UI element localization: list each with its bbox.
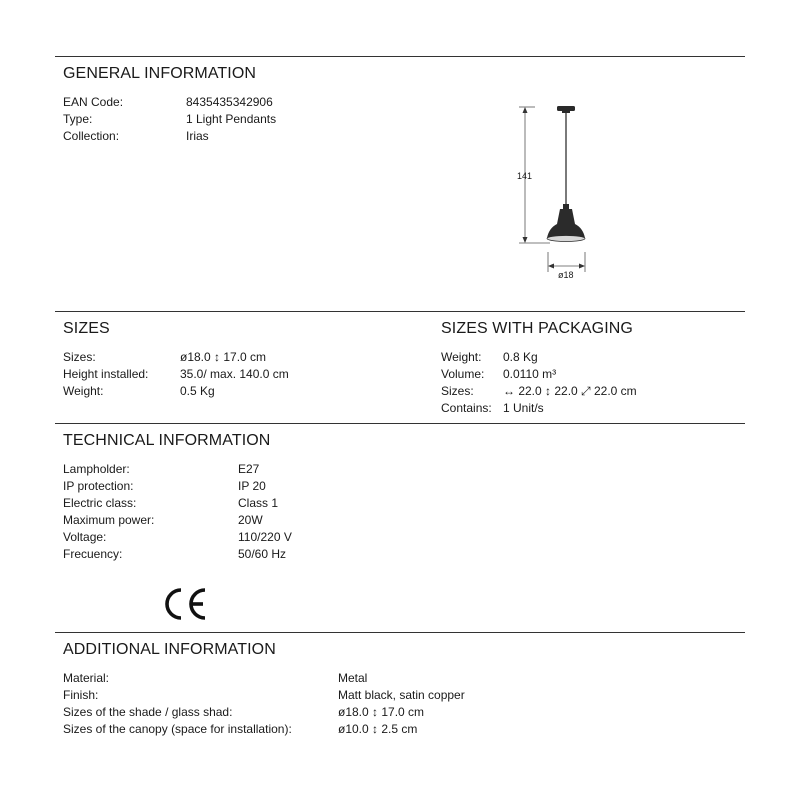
additional-label: Finish: [63,688,99,702]
technical-value: Class 1 [238,496,279,510]
divider-technical [55,423,745,424]
technical-label: Lampholder: [63,462,130,476]
additional-label: Sizes of the shade / glass shad: [63,705,233,719]
general-label: EAN Code: [63,95,124,109]
general-label: Collection: [63,129,120,143]
packaging-label: Weight: [441,350,482,364]
additional-value: Matt black, satin copper [338,688,465,702]
general-value: 8435435342906 [186,95,273,109]
diameter-dimension-label: ø18 [558,270,574,280]
packaging-value: 0.8 Kg [503,350,538,364]
sizes-value: 0.5 Kg [180,384,215,398]
sizes-title: SIZES [63,320,110,337]
divider-additional [55,632,745,633]
technical-value: 50/60 Hz [238,547,287,561]
sizes-value: 35.0/ max. 140.0 cm [180,367,289,381]
general-value: 1 Light Pendants [186,112,277,126]
technical-value: 110/220 V [238,530,292,544]
technical-label: Frecuency: [63,547,123,561]
sizes-label: Weight: [63,384,104,398]
ce-mark-icon [161,584,211,624]
technical-label: IP protection: [63,479,134,493]
packaging-value: 0.0110 m³ [503,367,557,381]
additional-value: Metal [338,671,368,685]
sizes-label: Height installed: [63,367,149,381]
technical-label: Maximum power: [63,513,155,527]
packaging-label: Volume: [441,367,485,381]
general-information-title: GENERAL INFORMATION [63,65,257,82]
sizes-label: Sizes: [63,350,96,364]
technical-value: 20W [238,513,263,527]
technical-value: IP 20 [238,479,266,493]
divider-sizes [55,311,745,312]
pendant-lamp-icon [505,100,605,285]
additional-information-title: ADDITIONAL INFORMATION [63,641,276,658]
divider-general [55,56,745,57]
additional-value: ø18.0 ↕ 17.0 cm [338,705,425,719]
pendant-lamp-drawing [505,100,605,285]
packaging-value: ↔ 22.0 ↕ 22.0 ⤢ 22.0 cm [503,384,637,398]
technical-label: Voltage: [63,530,107,544]
sizes-value: ø18.0 ↕ 17.0 cm [180,350,267,364]
additional-label: Material: [63,671,110,685]
technical-label: Electric class: [63,496,137,510]
additional-value: ø10.0 ↕ 2.5 cm [338,722,418,736]
packaging-title: SIZES WITH PACKAGING [441,320,633,337]
height-dimension-label: 141 [517,171,533,181]
general-label: Type: [63,112,93,126]
additional-label: Sizes of the canopy (space for installation): [63,722,292,736]
technical-information-title: TECHNICAL INFORMATION [63,432,271,449]
packaging-label: Sizes: [441,384,474,398]
general-value: Irias [186,129,209,143]
packaging-value: 1 Unit/s [503,401,544,415]
packaging-label: Contains: [441,401,492,415]
technical-value: E27 [238,462,260,476]
